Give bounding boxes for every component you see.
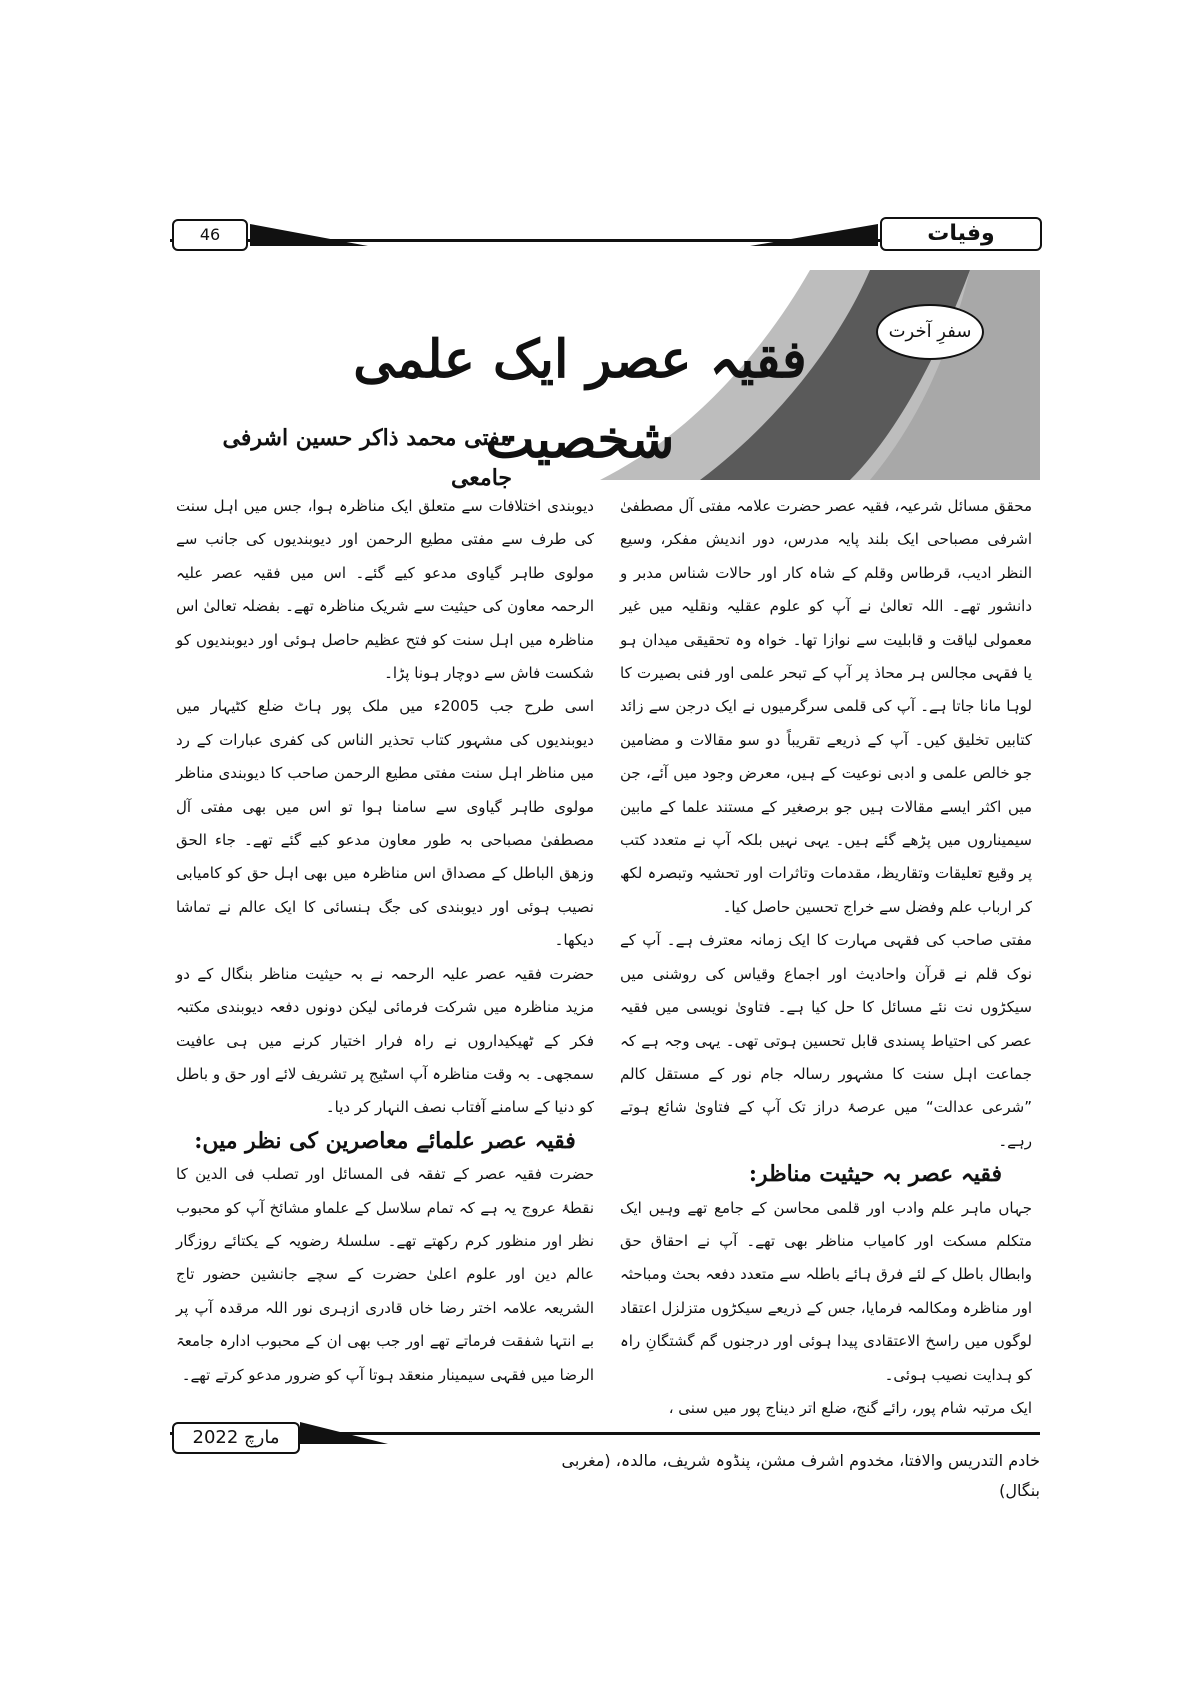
series-label: سفرِ آخرت	[876, 304, 984, 360]
left-column	[176, 490, 594, 1392]
subheading-debater: فقیہ عصر بہ حیثیت مناظر:	[748, 1161, 1002, 1188]
left-paragraph: حضرت فقیہ عصر کے تفقہ فی المسائل اور تصلب فی الدین کا نقطۂ عروج یہ ہے کہ تمام سلاسل کے علماو مشائخ آپ کو محبوب نظر اور منظور کرم رکھتے تھے۔ سلسلۂ رضویہ کے یکتائے روزگار عالم دین اور علوم اعلیٰ حضرت کے سچے جانشین حضور تاج الشریعہ علامہ اختر رضا خاں قادری ازہری نور اللہ مرقدہ آپ پر بے انتہا شفقت فرماتے تھے اور جب بھی ان کے محبوب ادارہ جامعۃ الرضا میں فقہی سیمینار منعقد ہوتا آپ کو ضرور مدعو کرتے تھے۔	[176, 1165, 594, 1384]
author-affiliation: خادم التدریس والافتا، مخدوم اشرف مشن، پنڈوہ شریف، مالدہ، (مغربی بنگال)	[561, 1451, 1040, 1500]
section-title: وفیات	[880, 217, 1042, 251]
article-title: فقیہ عصر ایک علمی شخصیت	[353, 329, 807, 470]
left-paragraph: اسی طرح جب 2005ء میں ملک پور ہاٹ ضلع کٹیہار میں دیوبندیوں کی مشہور کتاب تحذیر الناس کی کفری عبارات کے رد میں مناظر اہل سنت مفتی مطیع الرحمن صاحب کا دیوبندی مناظر مولوی طاہر گیاوی سے سامنا ہوا تو اس میں بھی مفتی آل مصطفیٰ مصباحی بہ طور معاون مدعو کیے گئے تھے۔ جاء الحق وزھق الباطل کے مصداق اس مناظرہ میں بھی اہل حق کو کامیابی نصیب ہوئی اور دیوبندی کی جگ ہنسائی کا ایک عالم نے تماشا دیکھا۔	[176, 697, 594, 950]
right-paragraph: جہاں ماہر علم وادب اور قلمی محاسن کے جامع تھے وہیں ایک متکلم مسکت اور کامیاب مناظر بھی تھے۔ آپ نے احقاق حق وابطال باطل کے لئے فرق ہائے باطلہ سے متعدد دفعہ بحث ومباحثہ اور مناظرہ ومکالمہ فرمایا، جس کے ذریعے سیکڑوں متزلزل اعتقاد لوگوں میں راسخ الاعتقادی پیدا ہوئی اور درجنوں گم گشتگانِ راہ کو ہدایت نصیب ہوئی۔	[620, 1198, 1032, 1384]
right-column	[620, 490, 1032, 1425]
right-paragraph: مفتی صاحب کی فقہی مہارت کا ایک زمانہ معترف ہے۔ آپ کے نوک قلم نے قرآن واحادیث اور اجماع وقیاس کی روشنی میں سیکڑوں نت نئے مسائل کا حل کیا ہے۔ فتاویٰ نویسی میں فقیہ عصر کی احتیاط پسندی قابل تحسین ہوتی تھی۔ یہی وجہ ہے کہ جماعت اہل سنت کا مشہور رسالہ جام نور کے مستقل کالم ”شرعی عدالت“ میں عرصۂ دراز تک آپ کے فتاویٰ شائع ہوتے رہے۔	[620, 931, 1032, 1150]
right-paragraph: محقق مسائل شرعیہ، فقیہ عصر حضرت علامہ مفتی آل مصطفیٰ اشرفی مصباحی ایک بلند پایہ مدرس، دور اندیش مفکر، وسیع النظر ادیب، قرطاس وقلم کے شاہ کار اور حالات شناس مدبر و دانشور تھے۔ اللہ تعالیٰ نے آپ کو علوم عقلیہ ونقلیہ میں غیر معمولی لیاقت و قابلیت سے نوازا تھا۔ خواہ وہ تحقیقی میدان ہو یا فقہی مجالس ہر محاذ پر آپ کے تبحر علمی اور فنی بصیرت کا لوہا مانا جاتا ہے۔ آپ کی قلمی سرگرمیوں نے ایک درجن سے زائد کتابیں تخلیق کیں۔ آپ کے ذریعے تقریباً دو سو مقالات و مضامین جو خالص علمی و ادبی نوعیت کے ہیں، معرض وجود میں آئے، جن میں اکثر ایسے مقالات ہیں جو برصغیر کے مستند علما کے مابین سیمیناروں میں پڑھے گئے ہیں۔ یہی نہیں بلکہ آپ نے متعدد کتب پر وقیع تعلیقات وتقاریظ، مقدمات وتاثرات اور تحشیہ وتبصرہ لکھ کر ارباب علم وفضل سے خراج تحسین حاصل کیا۔	[620, 497, 1032, 916]
subheading-contemporaries: فقیہ عصر علمائے معاصرین کی نظر میں:	[194, 1127, 576, 1154]
header-right-arrow	[750, 222, 878, 248]
author-name: مفتی محمد ذاکر حسین اشرفی جامعی	[222, 425, 512, 491]
page-number: 46	[172, 219, 248, 251]
footer-arrow	[300, 1420, 390, 1446]
header-left-arrow	[250, 222, 370, 248]
issue-date: مارچ 2022	[172, 1422, 300, 1454]
left-paragraph: دیوبندی اختلافات سے متعلق ایک مناظرہ ہوا، جس میں اہل سنت کی طرف سے مفتی مطیع الرحمن اور دیوبندیوں کی جانب سے مولوی طاہر گیاوی مدعو کیے گئے۔ اس میں فقیہ عصر علیہ الرحمہ معاون کی حیثیت سے شریک مناظرہ تھے۔ بفضلہ تعالیٰ اس مناظرہ میں اہل سنت کو فتح عظیم حاصل ہوئی اور دیوبندیوں کو شکست فاش سے دوچار ہونا پڑا۔	[176, 497, 594, 683]
left-paragraph: حضرت فقیہ عصر علیہ الرحمہ نے بہ حیثیت مناظر بنگال کے دو مزید مناظرہ میں شرکت فرمائی لیکن دونوں دفعہ دیوبندی مکتبہ فکر کے ٹھیکیداروں نے راہ فرار اختیار کرنے میں ہی عافیت سمجھی۔ بہ وقت مناظرہ آپ اسٹیج پر تشریف لائے اور حق و باطل کو دنیا کے سامنے آفتاب نصف النہار کر دیا۔	[176, 964, 594, 1117]
right-paragraph: ایک مرتبہ شام پور، رائے گنج، ضلع اتر دیناج پور میں سنی ،	[668, 1398, 1032, 1417]
